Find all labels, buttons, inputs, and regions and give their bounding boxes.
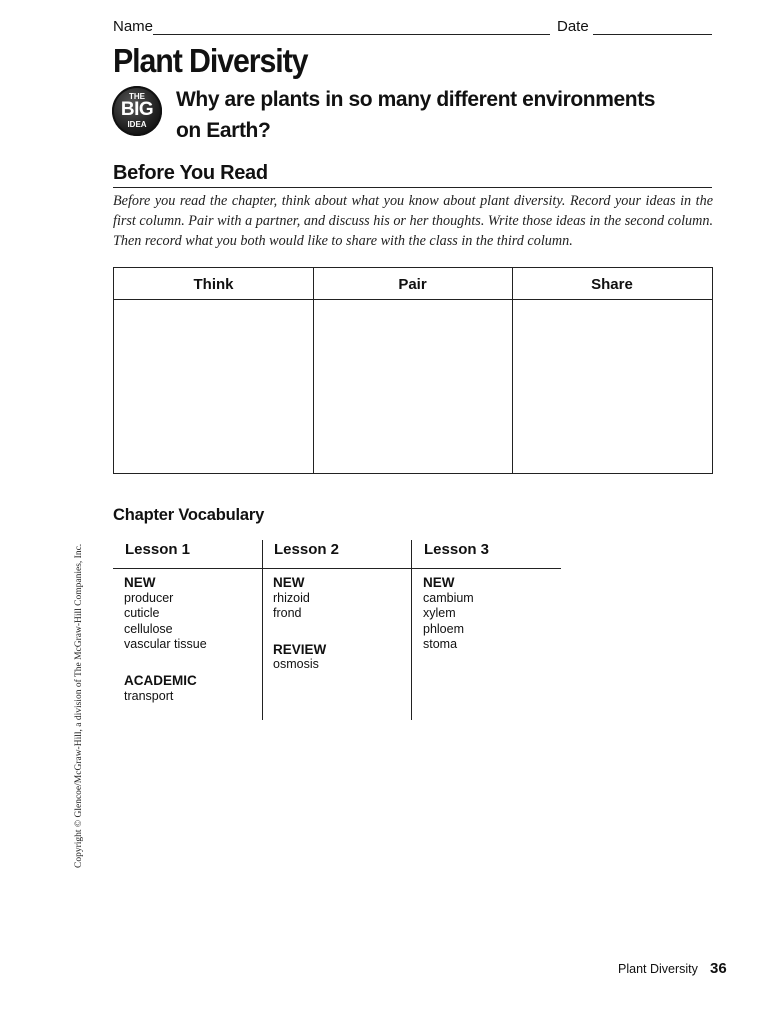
vocabulary-heading: Chapter Vocabulary: [113, 506, 265, 524]
vocab-term: transport: [124, 688, 174, 703]
lesson-1-header: Lesson 1: [125, 541, 191, 558]
header-divider: [114, 299, 712, 300]
group-label: REVIEW: [273, 641, 327, 657]
share-cell[interactable]: [514, 302, 710, 472]
vocab-term: phloem: [423, 621, 464, 636]
footer-title: Plant Diversity: [618, 962, 698, 976]
lesson-1-terms: [124, 573, 254, 704]
date-field[interactable]: [593, 34, 712, 35]
big-idea-question: [176, 84, 696, 146]
group-label: NEW: [124, 575, 156, 590]
column-header-think: Think: [193, 276, 234, 293]
name-label: Name: [113, 18, 154, 35]
question-line-1: Why are plants in so many different environments: [176, 88, 656, 111]
vocab-term: xylem: [423, 606, 456, 621]
vocab-term: cellulose: [124, 621, 173, 636]
vocab-term: cambium: [423, 590, 474, 605]
vocab-column-divider: [411, 540, 412, 720]
vocab-header-divider: [113, 568, 561, 569]
column-header-share: Share: [591, 276, 633, 293]
instructions-text: Before you read the chapter, think about what you know about plant diversity. Record your ideas in the first column. Pair with a partner, and discuss his or her thoughts. Write those ideas in the second column. Then record what you both would like to share with the class in the third column.: [113, 193, 713, 250]
badge-top-text: THE: [129, 92, 145, 101]
big-idea-badge-icon: [112, 86, 162, 136]
question-line-2: on Earth?: [176, 119, 271, 142]
vocab-term: cuticle: [124, 606, 160, 621]
lesson-3-header: Lesson 3: [424, 541, 490, 558]
before-you-read-heading: Before You Read: [113, 162, 268, 184]
page-title: Plant Diversity: [113, 42, 308, 79]
lesson-2-header: Lesson 2: [274, 541, 340, 558]
group-label: NEW: [273, 575, 305, 590]
badge-bottom-text: IDEA: [127, 120, 147, 129]
vocab-column-divider: [262, 540, 263, 720]
copyright-notice: Copyright © Glencoe/McGraw-Hill, a division of The McGraw-Hill Companies, Inc.: [74, 543, 84, 868]
vocab-term: frond: [273, 606, 302, 621]
page-number: 36: [710, 960, 727, 977]
lesson-2-terms: [273, 573, 403, 673]
column-header-pair: Pair: [398, 276, 427, 293]
think-pair-share-table: [113, 267, 713, 474]
lesson-3-terms: [423, 573, 553, 653]
vocab-term: vascular tissue: [124, 637, 207, 652]
date-label: Date: [557, 18, 589, 35]
think-cell[interactable]: [116, 302, 311, 472]
badge-mid-text: BIG: [120, 99, 154, 120]
group-label: NEW: [423, 575, 455, 590]
section-divider: [113, 187, 712, 188]
pair-cell[interactable]: [315, 302, 510, 472]
vocab-term: rhizoid: [273, 590, 310, 605]
vocab-term: stoma: [423, 637, 458, 652]
name-field[interactable]: [153, 34, 550, 35]
group-label: ACADEMIC: [124, 672, 197, 688]
vocab-term: osmosis: [273, 657, 319, 672]
vocab-term: producer: [124, 590, 174, 605]
